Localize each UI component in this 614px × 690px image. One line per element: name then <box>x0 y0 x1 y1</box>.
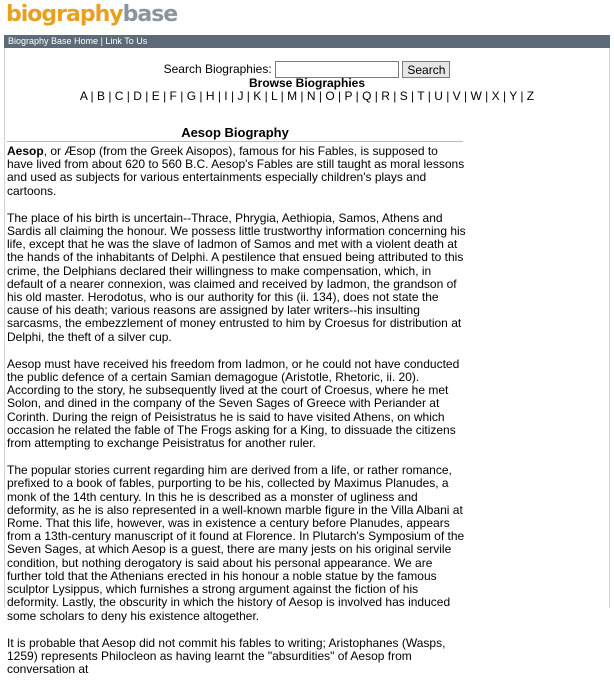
alphabet-separator: | <box>141 89 152 103</box>
alphabet-link-c[interactable]: C <box>114 89 124 103</box>
alphabet-link-l[interactable]: L <box>271 89 278 103</box>
logo-text-base: base <box>122 2 178 27</box>
alphabet-separator: | <box>159 89 170 103</box>
alphabet-separator: | <box>277 89 288 103</box>
alphabet-separator: | <box>315 89 326 103</box>
browse-heading: Browse Biographies <box>248 76 366 90</box>
alphabet-link-r[interactable]: R <box>381 89 390 103</box>
alphabet-separator: | <box>481 89 492 103</box>
alphabet-separator: | <box>499 89 510 103</box>
alphabet-link-k[interactable]: K <box>253 89 262 103</box>
alphabet-separator: | <box>297 89 307 103</box>
alphabet-link-v[interactable]: V <box>452 89 461 103</box>
alphabet-separator: | <box>105 89 115 103</box>
alphabet-link-e[interactable]: E <box>151 89 160 103</box>
alphabet-link-s[interactable]: S <box>399 89 408 103</box>
alphabet-link-n[interactable]: N <box>306 89 316 103</box>
alphabet-separator: | <box>214 89 225 103</box>
article-paragraph: It is probable that Aesop did not commit his fables to writing; Aristophanes (Wasps, 1259) represents Philocleon as having learnt the "absurdities" of Aesop from conversation at <box>7 635 446 677</box>
alphabet-separator: | <box>352 89 363 103</box>
search-label: Search Biographies: <box>163 62 272 76</box>
alphabet-separator: | <box>371 89 382 103</box>
alphabet-link-g[interactable]: G <box>186 89 197 103</box>
alphabet-link-m[interactable]: M <box>287 89 298 103</box>
nav-home-link[interactable]: Biography Base Home <box>8 36 99 46</box>
alphabet-separator: | <box>176 89 187 103</box>
alphabet-link-j[interactable]: J <box>237 89 244 103</box>
alphabet-link-y[interactable]: Y <box>509 89 517 103</box>
article-paragraph: The popular stories current regarding him are derived from a life, or rather romance, prefixed to a book of fables, purporting to be his, collected by Maximus Planudes, a monk of the 14th century. In this he is described as a monster of ugliness and deformity, as he is also represented in a well-known marble figure in the Villa Albani at Rome. That this life, however, was in existence a century before Planudes, appears from a 13th-century manuscript of it found at Florence. In Plutarch's Symposium of the Seven Sages, at which Aesop is a guest, there are many jests on his original servile condition, but nothing derogatory is said about his personal appearance. We are further told that the Athenians erected in his honour a noble statue by the famous sculptor Lysippus, which furnishes a strong argument against the fiction of his deformity. Lastly, the obscurity in which the history of Aesop is involved has induced some scholars to deny his existence altogether. <box>7 463 465 623</box>
alphabet-index <box>0 89 614 103</box>
alphabet-separator: | <box>261 89 272 103</box>
page-title: Aesop Biography <box>181 125 289 140</box>
alphabet-separator: | <box>196 89 206 103</box>
alphabet-link-f[interactable]: F <box>169 89 177 103</box>
alphabet-link-q[interactable]: Q <box>362 89 372 103</box>
alphabet-link-d[interactable]: D <box>133 89 142 103</box>
alphabet-separator: | <box>334 89 345 103</box>
subject-name: Aesop <box>7 144 44 158</box>
alphabet-separator: | <box>442 89 453 103</box>
alphabet-link-t[interactable]: T <box>417 89 425 103</box>
site-logo[interactable] <box>6 1 177 29</box>
title-divider <box>7 141 463 142</box>
nav-link-to-us[interactable]: Link To Us <box>105 36 148 46</box>
alphabet-link-a[interactable]: A <box>79 89 88 103</box>
nav-separator: | <box>98 36 106 46</box>
alphabet-link-w[interactable]: W <box>470 89 482 103</box>
alphabet-separator: | <box>243 89 254 103</box>
alphabet-separator: | <box>123 89 134 103</box>
alphabet-separator: | <box>407 89 418 103</box>
paragraph-text: , or Æsop (from the Greek Aisopos), famous for his Fables, is supposed to have lived from about 620 to 560 B.C. Aesop's Fables are still taught as moral lessons and used as subjects for various entertainments especially children's plays and cartoons. <box>7 144 465 198</box>
alphabet-link-b[interactable]: B <box>96 89 105 103</box>
alphabet-separator: | <box>87 89 97 103</box>
alphabet-link-o[interactable]: O <box>325 89 335 103</box>
article-body <box>7 145 467 690</box>
search-button[interactable]: Search <box>402 61 450 78</box>
logo-text-biography: biography <box>6 2 123 27</box>
article-paragraph <box>7 145 467 198</box>
alphabet-link-u[interactable]: U <box>434 89 443 103</box>
alphabet-separator: | <box>460 89 471 103</box>
alphabet-separator: | <box>517 89 527 103</box>
alphabet-link-z[interactable]: Z <box>526 89 535 103</box>
alphabet-separator: | <box>227 89 238 103</box>
article-paragraph: The place of his birth is uncertain--Thrace, Phrygia, Aethiopia, Samos, Athens and Sardis all claiming the honour. We possess little trustworthy information concerning his life, except that he was the slave of Iadmon of Samos and met with a violent death at the hands of the inhabitants of Delphi. A pestilence that ensued being attributed to this crime, the Delphians declared their willingness to make compensation, which, in default of a nearer connexion, was claimed and received by Iadmon, the grandson of his old master. Herodotus, who is our authority for this (ii. 134), does not state the cause of his death; various reasons are assigned by later writers--his insulting sarcasms, the embezzlement of money entrusted to him by Croesus for distribution at Delphi, the theft of a silver cup. <box>7 210 466 344</box>
article-paragraph: Aesop must have received his freedom from Iadmon, or he could not have conducted the public defence of a certain Samian demagogue (Aristotle, Rhetoric, ii. 20). According to the story, he subsequently lived at the court of Croesus, where he met Solon, and dined in the company of the Seven Sages of Greece with Periander at Corinth. During the reign of Peisistratus he is said to have visited Athens, on which occasion he related the fable of The Frogs asking for a King, to dissuade the citizens from attempting to exchange Peisistratus for another ruler. <box>7 356 460 451</box>
alphabet-separator: | <box>424 89 435 103</box>
alphabet-link-h[interactable]: H <box>205 89 215 103</box>
alphabet-link-p[interactable]: P <box>344 89 353 103</box>
alphabet-separator: | <box>389 89 400 103</box>
alphabet-link-i[interactable]: I <box>224 89 228 103</box>
alphabet-link-x[interactable]: X <box>491 89 500 103</box>
top-nav-bar <box>4 35 610 48</box>
